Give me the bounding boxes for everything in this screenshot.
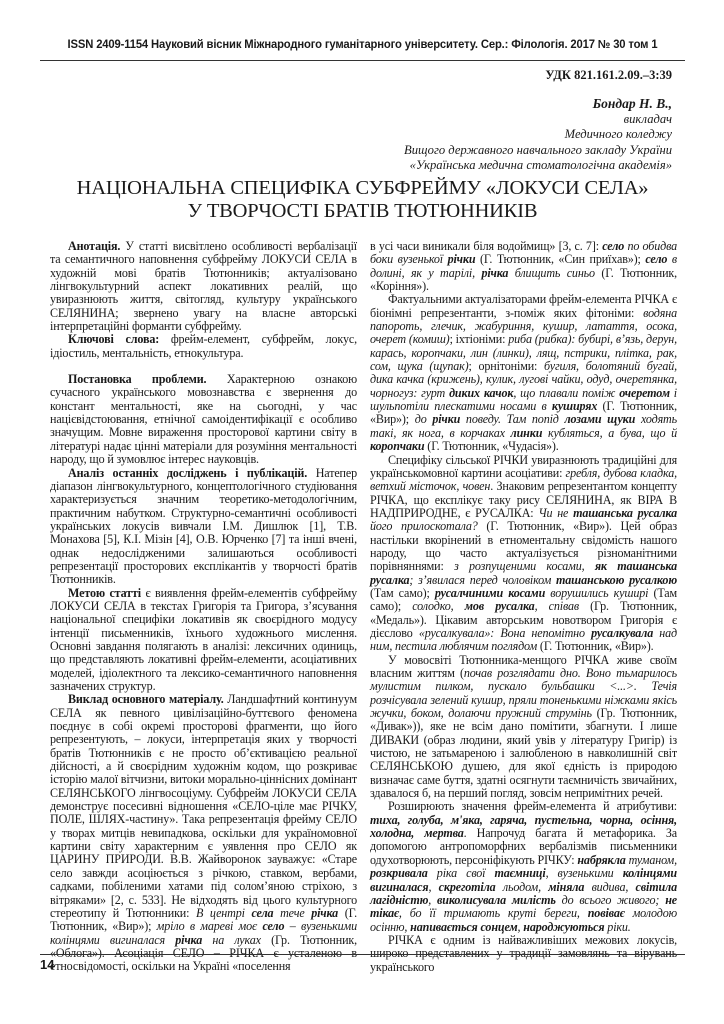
paragraph (50, 240, 357, 333)
text-run: ташанська русалка (573, 505, 677, 520)
text-run: його прилоскотала? (370, 519, 478, 534)
text-run: очеретом (619, 385, 670, 400)
article-title (40, 177, 685, 223)
text-run: (Г. Тютюнник, «Вир»); (50, 905, 357, 934)
author-org: Вищого державного навчального закладу України (404, 142, 672, 157)
text-run: (Г. Тютюнник, «Вир»); (370, 399, 677, 427)
text-run: повіває (587, 906, 625, 921)
text-run: як ташанська русалка (370, 559, 677, 587)
text-run: (Г. Тютюнник, «Вир»). (537, 639, 654, 654)
text-run: , (517, 919, 524, 934)
section-heading-run: Метою статті (68, 585, 141, 600)
text-run: ; з’явилася перед чоловіком (409, 572, 557, 587)
text-run: річки (432, 412, 461, 427)
text-run: Чи не (538, 505, 574, 520)
text-run: (Гр. Тютюнник, «Облога»). Асоціація СЕЛО – РІЧКА є усталеною в етносвідомості, оскільки на Україні «поселення (50, 932, 357, 974)
text-run: річки (447, 252, 476, 267)
text-run: коропчаки (370, 439, 425, 454)
text-run: село (645, 252, 668, 267)
text-run: риба (рибка): бубирі, в’язь, дерун, карась, коропчаки, лин (линки), лящ, пстрики, плітка, рак, сом, щука (щупак) (370, 332, 678, 374)
text-run: блищить синьо (508, 265, 595, 280)
text-run: гребля, дубова кладка, ветхий місточок, човен (370, 465, 677, 494)
text-run: линки (510, 425, 543, 440)
text-run: над ним, пестила люблячим поглядом (370, 625, 677, 654)
paragraph (50, 587, 357, 694)
text-run: в усі часи виникали біля водоймищ» [3, с. 7]: (370, 239, 603, 253)
author-name: Бондар Н. В., (592, 96, 672, 111)
paragraph (370, 293, 677, 453)
text-run: тече (273, 905, 312, 920)
text-run: і шульпотіли плескатими носами в (370, 385, 677, 414)
text-run: РІЧКА є одним із найважливіших межових локусів, широко представлених у традиції замовлянь та вірувань українського (370, 932, 677, 974)
author-block (404, 96, 672, 174)
text-run: , (428, 879, 439, 894)
section-heading-run: Ключові слова: (68, 332, 160, 347)
text-run: набрякла (577, 852, 626, 867)
author-org: «Українська медична стоматологічна академія» (409, 158, 672, 173)
section-heading-run: Постановка проблеми. (68, 372, 207, 387)
text-run: , (428, 892, 438, 907)
text-run: ріка свої (427, 866, 495, 881)
text-run: річка (311, 905, 339, 920)
author-position: викладач (623, 111, 672, 126)
text-run: село (602, 239, 625, 253)
paragraph (50, 467, 357, 587)
text-run: (Г. Тютюнник, «Чудасія»). (424, 439, 559, 454)
text-run: диких качок (449, 385, 514, 400)
text-run: фрейм-елемент, субфрейм, локус, ідіостиль, ментальність, етнокультура. (50, 332, 357, 360)
text-run: села (251, 905, 274, 920)
page-number: 14 (40, 957, 55, 972)
text-run: з розпущеними косами, (454, 559, 595, 574)
text-run: русалчиними косами (434, 585, 546, 600)
header-divider (40, 60, 685, 61)
text-run: Натепер діапазон лінгвокультурного, концептологічного студіювання характеризується значним теоретико-методологічним, практичним набутком. Структурно-семантичні особливості українських локусів вивчали І.М. Дишлюк [1], Т.В. Монахова [5], К.І. Мізін [4], О.В. Юрченко [7] та інші вчені, однак недослідженими залишаються особливості репрезентації просторових експлікантів у творчості братів Тютюнників. (50, 465, 357, 587)
text-run: до всього живого; (555, 892, 666, 907)
text-run: , вузенькими (545, 866, 623, 881)
section-heading-run: Аналіз останніх досліджень і публікацій. (68, 465, 308, 480)
text-run: (Там само); (370, 585, 677, 614)
text-run: тиха, голуба, м'яка, гаряча, пустельна, чорна, осіння, холодна, мертва (370, 812, 677, 841)
text-run: туманом, (625, 852, 677, 867)
text-run: . Напрочуд багата й метафорика. За допомогою антропоморфних вербалізмів письменники одухотворюють, персоніфікують РІЧКУ: (370, 826, 677, 867)
text-run: Ландшафтний континуум СЕЛА як певного цивілізаційно-буттєвого феномена поєднує в собі окремі просторові фрагменти, що його репрезентують, – локуси, інтерпретація яких у творчості братів Тютюнників є не просто об’єктивацією реальної дійсності, а й своєрідним художнім кодом, що розкриває історію малої вітчизни, витоки морально-ціннісних домінант СЕЛЯНСЬКОГО лінгвосоціуму. Субфрейм ЛОКУСИ СЕЛА демонструє посесивні відношення «СЕЛО-ціле має РІЧКУ, ПОЛЕ, ШЛЯХ-частину». Така репрезентація фрейму СЕЛО у творах митців невипадкова, оскільки для україномовної картини світу характерним є уявлення про СЕЛО як ЦАРИНУ ПРИРОДИ. В.В. Жайворонок зауважує: «Старе село завжди асоціюється з річкою, ставком, вербами, садками, побіленими хатами під солом’яною стріхою, з вітряками» [2, с. 533]. Не відходять від цього культурного стереотипу й Тютюнники: (50, 692, 357, 920)
text-run: міняла (548, 879, 585, 894)
text-run: Специфіку сільської РІЧКИ увиразнюють традиційні для українськомовної картини асоціативи: (370, 452, 677, 480)
text-run: в долині, як у тарілі, (370, 252, 677, 280)
paragraph (370, 240, 677, 293)
text-run: скреготіла (438, 879, 496, 894)
text-run: до (414, 412, 433, 427)
text-run: водяна папороть, глечик, жабуриння, кушир, латаття, осока, очерет (комиш) (370, 305, 677, 347)
paragraph (50, 373, 357, 466)
text-run: – вузенькими колінцями вигиналася (50, 919, 357, 947)
paragraph (50, 333, 357, 360)
text-run: (Гр. Тютюнник, «Медаль»). Цікавим авторським новотвором Григорія є дієслово (370, 599, 678, 640)
right-column (370, 240, 677, 974)
text-run: мов русалка (464, 599, 535, 614)
text-run: є виявлення фрейм-елементів субфрейму ЛОКУСИ СЕЛА в текстах Григорія та Григора, з’ясування національної специфіки локативів як своєрідного модусу інтенції письменників, їхнього художнього мислення. Основні завдання полягають в аналізі: лексичних одиниць, що представляють локативні фрейм-елементи, асоціативних моделей, ідіолектного та лексико-семантичного наповнення зазначених структур. (50, 585, 357, 693)
paragraph (370, 454, 677, 654)
text-run: ; іхтіоніми: (449, 332, 509, 347)
journal-header: ISSN 2409-1154 Науковий вісник Міжнародного гуманітарного університету. Сер.: Філологія. 2017 № 30 том 1 (67, 38, 658, 51)
text-run: почав розглядати дно. Воно тьмарилось мулистим пилком, пускало бульбашки <...>. Течія розчісувала зелений кушир, пряли тоненькими ніжками якісь жучки, боком, долаючи пружний струмінь (370, 666, 677, 721)
text-run: ходять такі, як нога, в корчаках (370, 412, 677, 440)
left-column (50, 240, 357, 974)
author-org: Медичного коледжу (564, 127, 672, 142)
text-run: колінцями вигиналася (370, 866, 677, 894)
text-run: село (262, 919, 285, 934)
text-run: русалкувала (591, 625, 654, 640)
paragraph (370, 800, 677, 933)
text-run: , співав (534, 599, 579, 614)
text-run: (Гр. Тютюнник, «Дивак»)), яке не всім дано помітити, збагнути. І лише ДИВАКИ (образ людини, який увів у літературу Григір) із чистою, не затьмареною і залюбленою в навколишній світ СЕЛЯНСЬКОЮ душею, для якої єдність із природою визначає саме буття, здатні осягнути таємничість звичайних, здавалося б, на перший погляд, зовсім непримітних речей. (370, 706, 678, 801)
paragraph (370, 654, 677, 801)
text-run: (Г. Тютюнник, «Коріння»). (370, 265, 677, 294)
text-run: , що плавали поміж (513, 385, 620, 400)
text-run: таємниці (494, 866, 546, 881)
text-run: У мовосвіті Тютюнника-менщого РІЧКА живе своїм власним життям ( (370, 652, 677, 680)
text-run: В центрі (195, 905, 252, 920)
footer-divider (40, 954, 685, 955)
text-run: солодко, (412, 599, 465, 614)
text-run: видива, (584, 879, 636, 894)
text-run: світила лагідністю (370, 879, 678, 907)
paragraph (50, 693, 357, 973)
text-run: «русалкувала»: Вона непомітно (418, 625, 592, 640)
text-run: бугиля, болотяний бугай, дика качка (крижень), кулик, лугові чайки, одуд, очеретянка, чорногуз: гурт (370, 359, 677, 400)
text-run: ворушились куширі (545, 585, 649, 600)
text-run: на луках (202, 932, 261, 947)
text-run: ; орнітоніми: (468, 359, 544, 374)
text-run: (Там само); (370, 585, 435, 600)
title-line: НАЦІОНАЛЬНА СПЕЦИФІКА СУБФРЕЙМУ «ЛОКУСИ СЕЛА» (76, 177, 649, 199)
text-run: розкривала (370, 866, 428, 881)
text-run: У статті висвітлено особливості вербалізації та семантичного наповнення субфрейму ЛОКУСИ СЕЛА в художній мові братів Тютюнників; актуалізовано лінгвокультурний аспект локативних реалій, що увиразнюють життя, світогляд, культуру українського СЕЛЯНИНА; звернено увагу на власне авторські інтерпретаційні форманти субфрейму. (50, 239, 357, 334)
section-heading-run: Виклад основного матеріалу. (68, 692, 224, 707)
text-run: молодою осінню, (370, 906, 677, 934)
text-run: не тікає (370, 892, 677, 921)
text-run: виколисувала милість (437, 892, 556, 907)
text-run: (Г. Тютюнник, «Вир»). Цей образ настільки вкорінений в етноментальну свідомість нашого народу, що часто актуалізується різноманітними порівняннями: (370, 519, 677, 574)
text-run: куширях (551, 399, 598, 414)
text-run: льодом, (495, 879, 549, 894)
text-run: Розширюють значення фрейм-елемента й атрибутиви: (388, 799, 677, 814)
section-heading-run: Анотація. (68, 239, 121, 253)
title-line: У ТВОРЧОСТІ БРАТІВ ТЮТЮННИКІВ (187, 200, 538, 222)
udk-code: УДК 821.161.2.09.–3:39 (545, 68, 672, 82)
text-run: (Г. Тютюнник, «Син приїхав»); (475, 252, 646, 267)
text-run: напивається сонцем (410, 919, 518, 934)
text-run: поведу. Там попід (460, 412, 565, 427)
text-run: , бо її тримають круті береги, (398, 906, 588, 921)
text-run: ташанською русалкою (556, 572, 678, 587)
text-run: ріки. (604, 919, 631, 934)
text-run: мріло в мареві моє (156, 919, 263, 934)
text-run: річка (175, 932, 203, 947)
text-run: кубляться, а бува, що й (542, 425, 677, 440)
text-run: по обидва боки вузенької (370, 239, 677, 267)
text-run: Фактуальними актуалізаторами фрейм-елемента РІЧКА є біонімні репрезентанти, з-поміж яких фітоніми: (370, 292, 677, 320)
text-run: лозами щуки (564, 412, 636, 427)
text-run: Характерною ознакою сучасного українського мовознавства є звернення до констант ментальності, яке на сьогодні, у час націєвідстоювання, етнічної самоідентифікації є особливо значущим. Мовне вираження просторової картини світу в літературі надає цінні матеріали для розуміння ментальності народу, що й зумовлює інтерес науковців. (50, 372, 357, 467)
text-run: народжуються (523, 919, 605, 934)
text-run: річка (481, 265, 509, 280)
text-run: . Знаковим репрезентантом концепту РІЧКА, що експлікує таку рису СЕЛЯНИНА, як ВІРА В НАДПРИРОДНЕ, є РУСАЛКА: (370, 479, 677, 520)
